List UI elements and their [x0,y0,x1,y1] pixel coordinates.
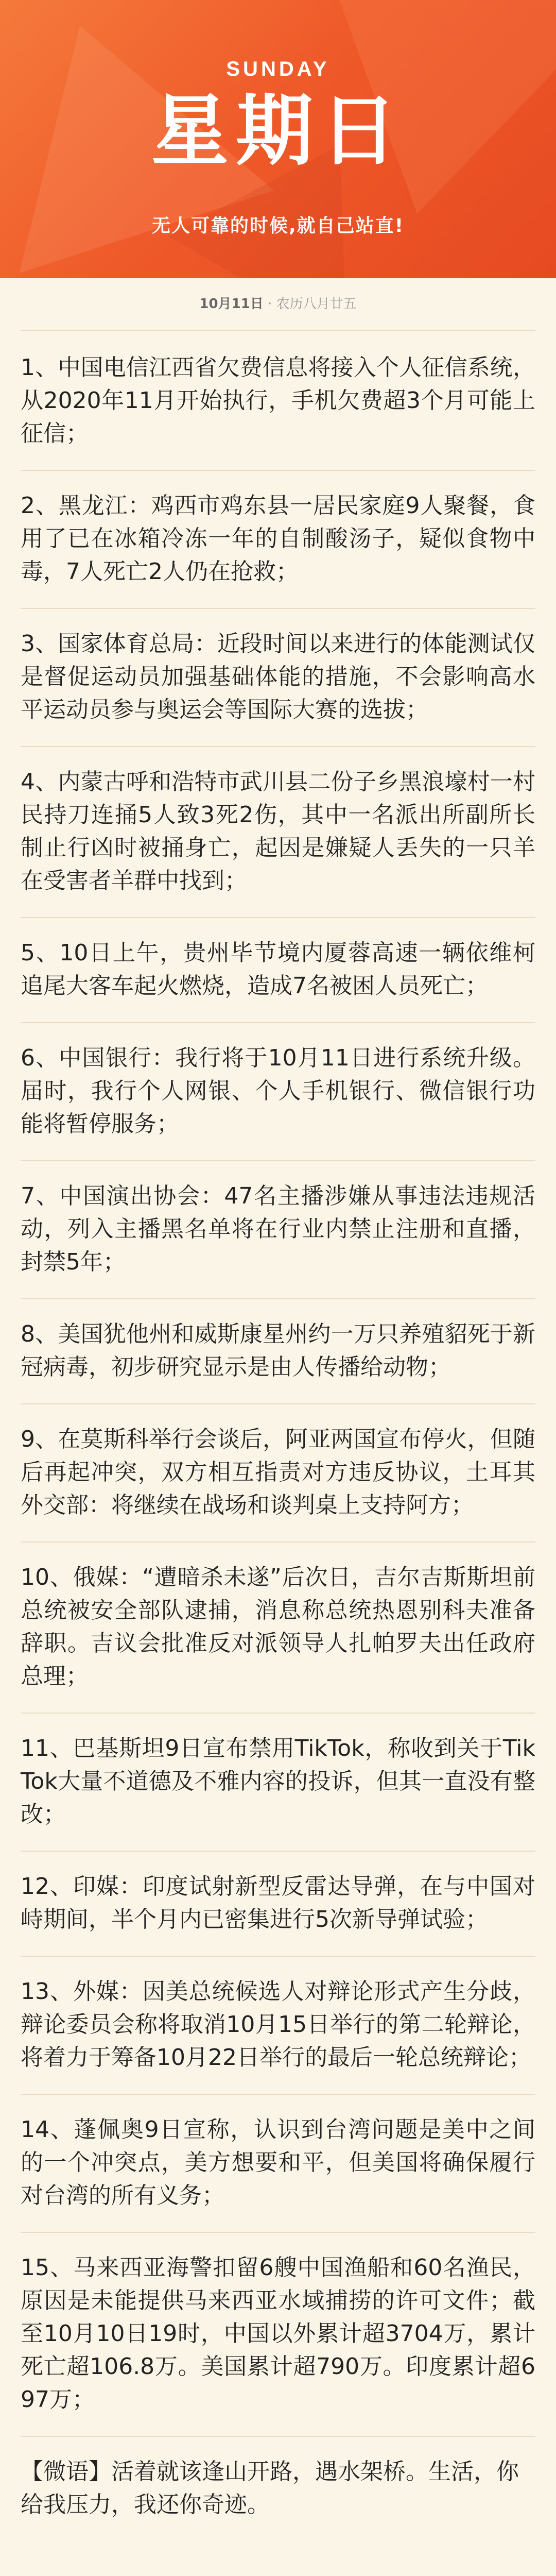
date-separator: · [263,296,276,312]
weekday-english: SUNDAY [226,58,330,80]
news-item: 6、中国银行：我行将于10月11日进行系统升级。届时，我行个人网银、个人手机银行、微信银行功能将暂停服务； [21,1023,535,1161]
header-banner [0,0,556,278]
date-line [0,278,556,330]
news-list [0,331,556,2521]
news-item: 4、内蒙古呼和浩特市武川县二份子乡黑浪壕村一村民持刀连捅5人致3死2伤，其中一名派出所副所长制止行凶时被捅身亡，起因是嫌疑人丢失的一只羊在受害者羊群中找到； [21,747,535,918]
news-item: 8、美国犹他州和威斯康星州约一万只养殖貂死于新冠病毒，初步研究显示是由人传播给动物； [21,1299,535,1404]
lunar-date: 农历八月廿五 [276,296,357,312]
news-item: 11、巴基斯坦9日宣布禁用TikTok，称收到关于TikTok大量不道德及不雅内容的投诉，但其一直没有整改； [21,1714,535,1852]
news-item: 7、中国演出协会：47名主播涉嫌从事违法违规活动，列入主播黑名单将在行业内禁止注册和直播，封禁5年； [21,1161,535,1299]
daily-quote: 【微语】活着就该逢山开路，遇水架桥。生活，你给我压力，我还你奇迹。 [21,2459,519,2518]
news-item: 5、10日上午，贵州毕节境内厦蓉高速一辆依维柯追尾大客车起火燃烧，造成7名被困人员死亡； [21,918,535,1023]
news-item: 13、外媒：因美总统候选人对辩论形式产生分歧，辩论委员会称将取消10月15日举行的第二轮辩论，将着力于筹备10月22日举行的最后一轮总统辩论； [21,1957,535,2095]
news-item: 14、蓬佩奥9日宣称，认识到台湾问题是美中之间的一个冲突点，美方想要和平，但美国将确保履行对台湾的所有义务； [21,2095,535,2233]
weekday-chinese: 星期日 [151,87,405,176]
news-item: 2、黑龙江：鸡西市鸡东县一居民家庭9人聚餐，食用了已在冰箱冷冻一年的自制酸汤子，疑似食物中毒，7人死亡2人仍在抢救； [21,471,535,609]
header-slogan: 无人可靠的时候,就自己站直! [151,215,405,236]
news-item: 3、国家体育总局：近段时间以来进行的体能测试仅是督促运动员加强基础体能的措施，不会影响高水平运动员参与奥运会等国际大赛的选拔； [21,609,535,747]
news-item: 12、印媒：印度试射新型反雷达导弹，在与中国对峙期间，半个月内已密集进行5次新导弹试验； [21,1852,535,1957]
news-item: 15、马来西亚海警扣留6艘中国渔船和60名渔民，原因是未能提供马来西亚水域捕捞的许可文件；截至10月10日19时，中国以外累计超3704万，累计死亡超106.8万。美国累计超790万。印度累计超697万； [21,2233,535,2437]
news-item: 10、俄媒：“遭暗杀未遂”后次日，吉尔吉斯斯坦前总统被安全部队逮捕，消息称总统热恩别科夫准备辞职。吉议会批准反对派领导人扎帕罗夫出任政府总理； [21,1543,535,1714]
news-item: 1、中国电信江西省欠费信息将接入个人征信系统，从2020年11月开始执行，手机欠费超3个月可能上征信； [21,346,535,471]
news-item: 9、在莫斯科举行会谈后，阿亚两国宣布停火，但随后再起冲突，双方相互指责对方违反协议，土耳其外交部：将继续在战场和谈判桌上支持阿方； [21,1404,535,1543]
solar-date: 10月11日 [199,296,264,312]
